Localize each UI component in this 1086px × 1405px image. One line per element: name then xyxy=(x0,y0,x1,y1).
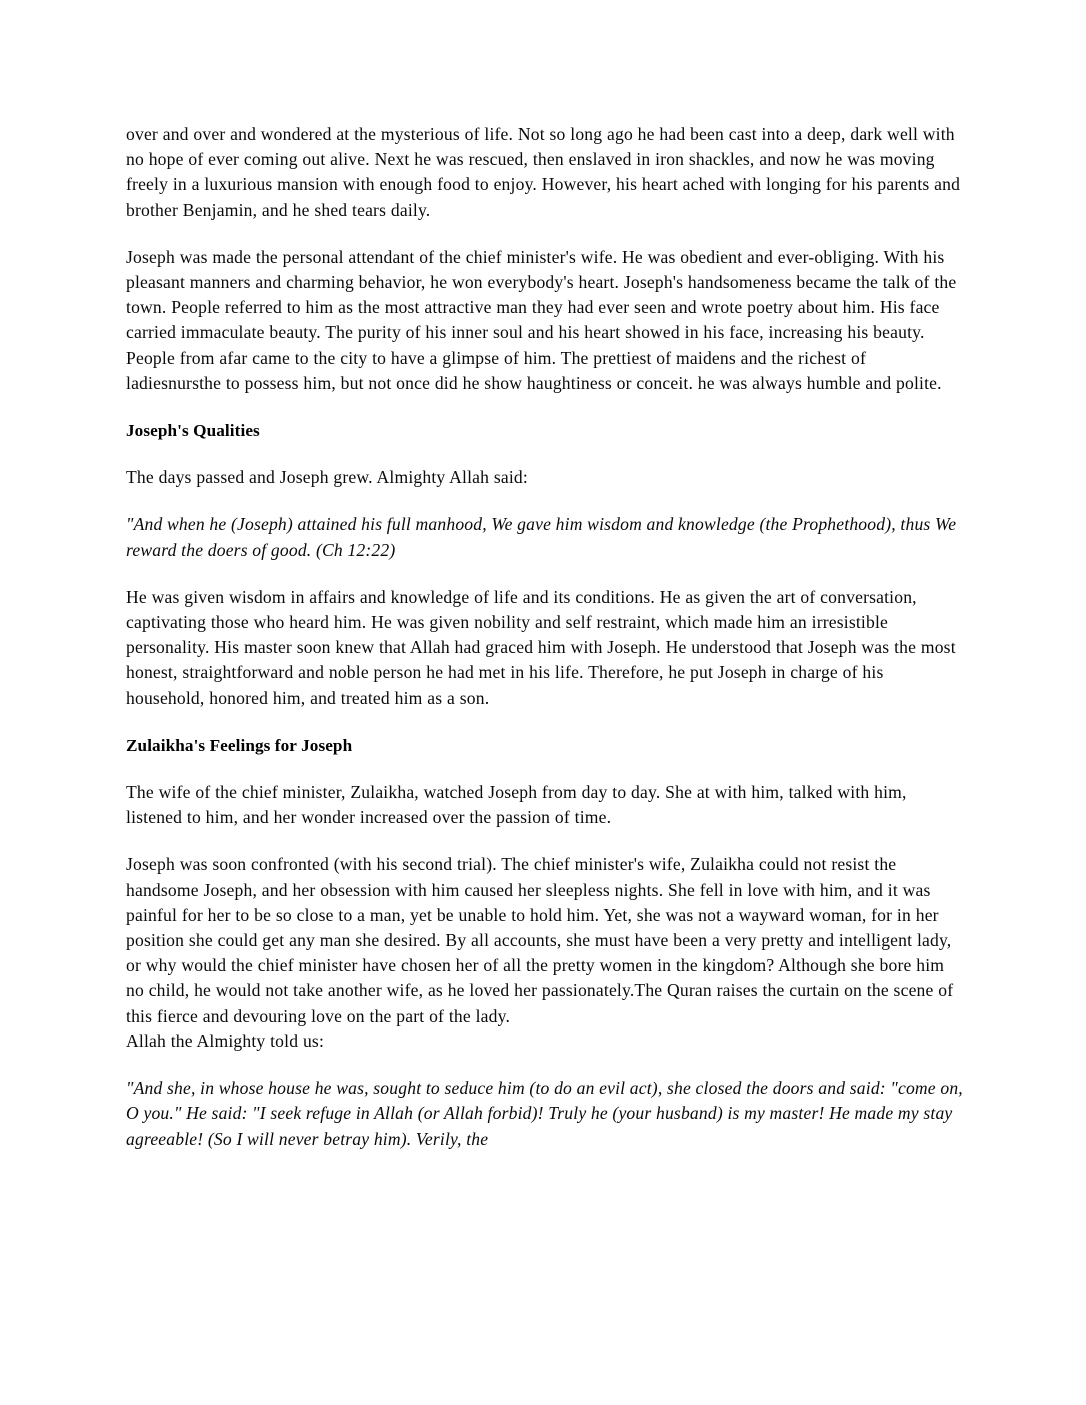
quran-quote-2: "And she, in whose house he was, sought to seduce him (to do an evil act), she closed the doors and said: "come on, O you." He said: "I seek refuge in Allah (or Allah forbid)! Truly he (your husband) is my master! He made my stay agreeable! (So I will never betray him). Verily, the xyxy=(126,1078,963,1149)
body-paragraph-1: over and over and wondered at the mysterious of life. Not so long ago he had been cast into a deep, dark well with no hope of ever coming out alive. Next he was rescued, then enslaved in iron shackles, and now he was moving freely in a luxurious mansion with enough food to enjoy. However, his heart ached with longing for his parents and brother Benjamin, and he shed tears daily. xyxy=(126,124,961,220)
body-paragraph-6-line-2: Allah the Almighty told us: xyxy=(126,1030,325,1051)
body-paragraph-6 xyxy=(126,852,964,1054)
body-paragraph-6-line-1: Joseph was soon confronted (with his second trial). The chief minister's wife, Zulaikha could not resist the handsome Joseph, and her obsession with him caused her sleepless nights. She fell in love with him, and it was painful for her to be so close to a man, yet be unable to hold him. Yet, she was not a wayward woman, for in her position she could get any man she desired. By all accounts, she must have been a very pretty and intelligent lady, or why would the chief minister have chosen her of all the pretty women in the kingdom? Although she bore him no child, he would not take another wife, as he loved her passionately.The Quran raises the curtain on the scene of this fierce and devouring love on the part of the lady. xyxy=(126,854,954,1026)
body-paragraph-2: Joseph was made the personal attendant of the chief minister's wife. He was obedient and ever-obliging. With his pleasant manners and charming behavior, he won everybody's heart. Joseph's handsomeness became the talk of the town. People referred to him as the most attractive man they had ever seen and wrote poetry about him. His face carried immaculate beauty. The purity of his inner soul and his heart showed in his face, increasing his beauty. People from afar came to the city to have a glimpse of him. The prettiest of maidens and the richest of ladiesnursthe to possess him, but not once did he show haughtiness or conceit. he was always humble and polite. xyxy=(126,246,957,393)
document-text-column xyxy=(126,122,964,1152)
section-heading-josephs-qualities: Joseph's Qualities xyxy=(126,421,260,441)
section-heading-zulaikhas-feelings-for-joseph: Zulaikha's Feelings for Joseph xyxy=(126,735,353,755)
body-paragraph-4: He was given wisdom in affairs and knowledge of life and its conditions. He as given the art of conversation, captivating those who heard him. He was given nobility and self restraint, which made him an irresistible personality. His master soon knew that Allah had graced him with Joseph. He understood that Joseph was the most honest, straightforward and noble person he had met in his life. Therefore, he put Joseph in charge of his household, honored him, and treated him as a son. xyxy=(126,586,956,708)
body-paragraph-5: The wife of the chief minister, Zulaikha, watched Joseph from day to day. She at with him, talked with him, listened to him, and her wonder increased over the passion of time. xyxy=(126,782,907,828)
quran-quote-1: "And when he (Joseph) attained his full manhood, We gave him wisdom and knowledge (the Prophethood), thus We reward the doers of good. (Ch 12:22) xyxy=(126,514,957,560)
body-paragraph-3: The days passed and Joseph grew. Almighty Allah said: xyxy=(126,467,528,488)
